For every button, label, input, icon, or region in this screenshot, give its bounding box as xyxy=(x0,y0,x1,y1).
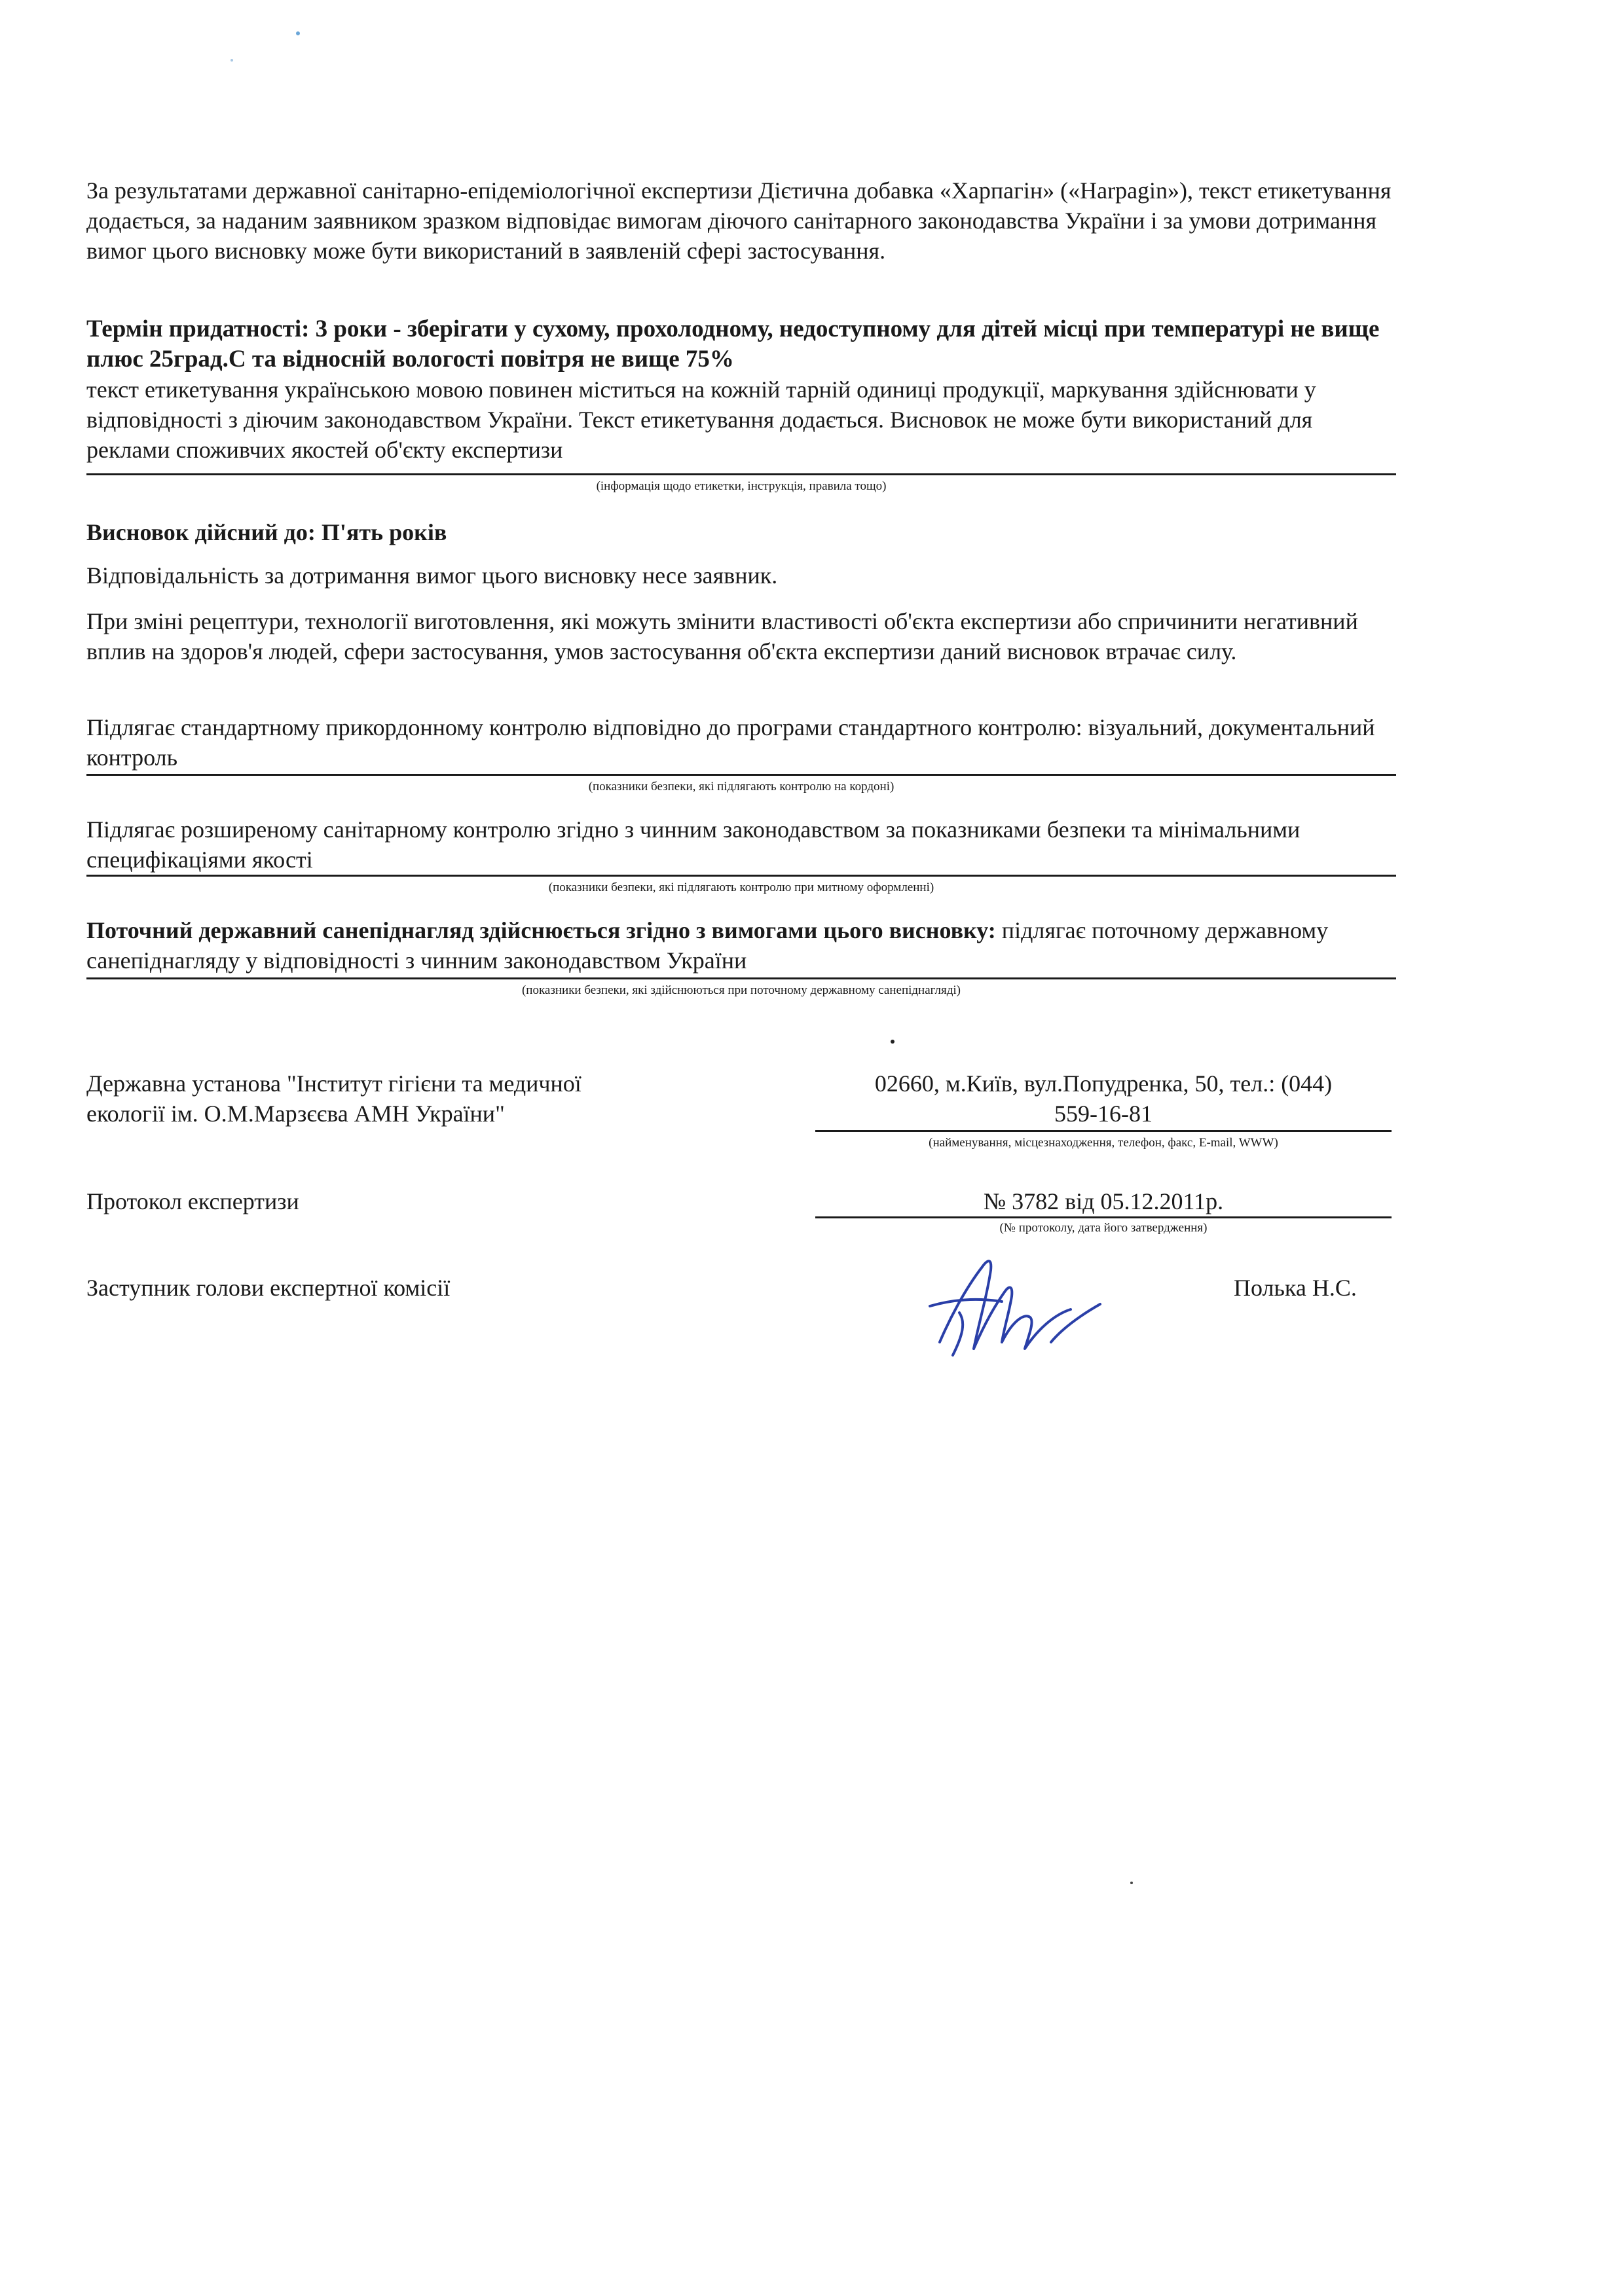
address-caption: (найменування, місцезнаходження, телефон, факс, E-mail, WWW) xyxy=(929,1136,1278,1150)
labeling-text: текст етикетування українською мовою повинен міститься на кожній тарній одиниці продукції, маркування здійснювати у відповідності з діючим законодавством України. Текст етикетування додається. Висновок не може бути використаний для реклами споживчих якостей об'єкту експертизи xyxy=(86,376,1316,463)
border-control-text: Підлягає стандартному прикордонному контролю відповідно до програми стандартного контролю: візуальний, документальний контроль xyxy=(86,714,1375,771)
supervision-heading: Поточний державний санепіднагляд здійснюється згідно з вимогами цього висновку: xyxy=(86,917,996,943)
supervision-caption: (показники безпеки, які здійснюються при поточному державному санепіднагляді) xyxy=(521,983,961,997)
protocol-rule xyxy=(815,1216,1392,1218)
institution-line-1: Державна установа "Інститут гігієни та медичної xyxy=(86,1070,581,1097)
scan-speck xyxy=(296,31,300,35)
address-block xyxy=(815,1068,1392,1129)
protocol-caption: (№ протоколу, дата його затвердження) xyxy=(999,1221,1208,1235)
border-control-caption: (показники безпеки, які підлягають контролю на кордоні) xyxy=(588,780,895,793)
responsibility-line: Відповідальність за дотримання вимог цього висновку несе заявник. xyxy=(86,562,778,589)
deputy-label: Заступник голови експертної комісії xyxy=(86,1275,451,1301)
labeling-caption: (інформація щодо етикетки, інструкція, правила тощо) xyxy=(596,479,887,493)
supervision-text: підлягає поточному державному санепіднагляду у відповідності з чинним законодавством України xyxy=(86,917,1329,974)
supervision-text-wrap xyxy=(86,915,1396,975)
institution-line-2: екології ім. О.М.Марзєєва АМН України" xyxy=(86,1101,505,1127)
border-control-paragraph xyxy=(86,712,1396,773)
address-rule xyxy=(815,1130,1392,1132)
labeling-rule xyxy=(86,473,1396,475)
intro-paragraph xyxy=(86,175,1396,266)
signer-name: Полька Н.С. xyxy=(1234,1275,1357,1301)
extended-control-rule xyxy=(86,875,1396,877)
recipe-change-paragraph xyxy=(86,606,1396,666)
shelf-life-text: Термін придатності: 3 роки - зберігати у сухому, прохолодному, недоступному для дітей місці при температурі не вище плюс 25град.С та відносній вологості повітря не вище 75% xyxy=(86,316,1380,373)
extended-control-paragraph xyxy=(86,814,1396,875)
address-line-1: 02660, м.Київ, вул.Попудренка, 50, тел.: (044) xyxy=(874,1070,1333,1097)
scan-speck xyxy=(231,59,233,62)
institution-block xyxy=(86,1068,581,1129)
extended-control-text: Підлягає розширеному санітарному контролю згідно з чинним законодавством за показниками безпеки та мінімальними специфікаціями якості xyxy=(86,816,1301,873)
protocol-label: Протокол експертизи xyxy=(86,1188,299,1214)
supervision-paragraph xyxy=(86,915,1396,975)
handwritten-signature xyxy=(913,1244,1110,1368)
scan-speck xyxy=(891,1040,895,1044)
protocol-value: № 3782 від 05.12.2011р. xyxy=(983,1188,1224,1214)
validity-line: Висновок дійсний до: П'ять років xyxy=(86,519,447,545)
address-line-2: 559-16-81 xyxy=(1054,1101,1153,1127)
extended-control-caption: (показники безпеки, які підлягають контролю при митному оформленні) xyxy=(548,881,934,894)
supervision-rule xyxy=(86,977,1396,979)
border-control-rule xyxy=(86,774,1396,776)
shelf-life-section xyxy=(86,314,1396,465)
recipe-change-text: При зміні рецептури, технології виготовлення, які можуть змінити властивості об'єкта експертизи або спричинити негативний вплив на здоров'я людей, сфери застосування, умов застосування об'єкта експертизи даний висновок втрачає силу. xyxy=(86,608,1358,665)
intro-text: За результатами державної санітарно-епідеміологічної експертизи Дієтична добавка «Харпагін» («Harpagin»), текст етикетування додається, за наданим заявником зразком відповідає вимогам діючого санітарного законодавства України і за умови дотримання вимог цього висновку може бути використаний в заявленій сфері застосування. xyxy=(86,177,1392,264)
scan-speck xyxy=(1130,1882,1133,1884)
